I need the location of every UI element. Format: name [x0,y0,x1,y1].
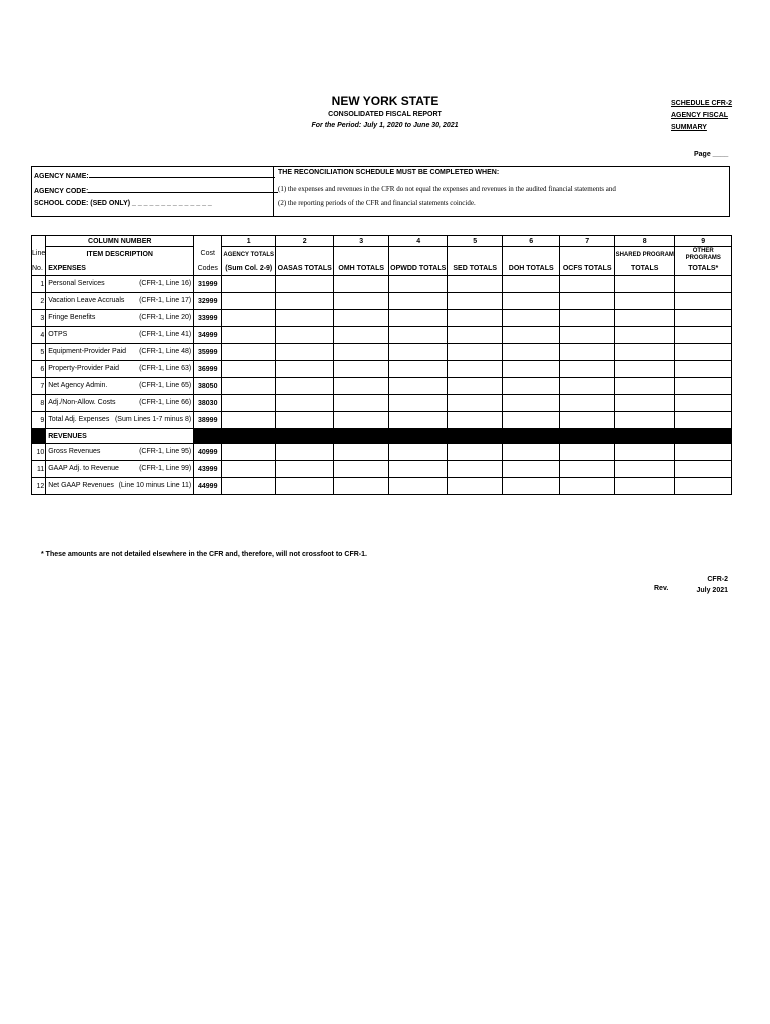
amount-cell[interactable] [615,327,675,344]
amount-cell[interactable] [389,310,448,327]
amount-cell[interactable] [334,478,389,495]
amount-cell[interactable] [334,378,389,395]
line-number: 1 [40,280,45,288]
column-header-bottom: TOTALS* [688,264,719,272]
line-number: 2 [40,297,45,305]
column-number: 5 [473,237,478,245]
cost-code: 33999 [198,314,218,322]
amount-cell[interactable] [503,378,560,395]
header-row-numbers [32,236,732,247]
amount-cell[interactable] [560,276,615,293]
column-number: 8 [642,237,647,245]
amount-cell[interactable] [503,412,560,429]
amount-cell[interactable] [448,395,503,412]
amount-cell[interactable] [560,395,615,412]
amount-cell[interactable] [675,310,732,327]
amount-cell[interactable] [389,344,448,361]
col-num-cell [560,236,615,247]
amount-cell[interactable] [222,395,276,412]
footnote: * These amounts are not detailed elsewhere in the CFR and, therefore, will not crossfoot to CFR-1. [41,551,367,558]
item-reference: (CFR-1, Line 95) [139,448,192,455]
item-reference: (CFR-1, Line 66) [139,399,192,406]
table-row [32,276,732,293]
amount-cell[interactable] [448,461,503,478]
amount-cell[interactable] [389,461,448,478]
item-description: GAAP Adj. to Revenue [48,465,119,472]
table-row [32,444,732,461]
amount-cell[interactable] [334,327,389,344]
amount-cell[interactable] [334,276,389,293]
amount-cell[interactable] [503,461,560,478]
cost-code: 38050 [198,382,218,390]
table-row [32,461,732,478]
amount-cell[interactable] [615,395,675,412]
amount-cell[interactable] [334,344,389,361]
amount-cell[interactable] [389,412,448,429]
amount-cell[interactable] [560,412,615,429]
cost-code: 38030 [198,399,218,407]
amount-cell[interactable] [448,276,503,293]
amount-cell[interactable] [560,293,615,310]
amount-cell[interactable] [615,344,675,361]
agency-code-field[interactable] [88,185,278,193]
table-row [32,412,732,429]
column-number: 7 [585,237,590,245]
amount-cell[interactable] [334,412,389,429]
column-header-bottom: OCFS TOTALS [562,264,612,272]
item-description: Vacation Leave Accruals [48,297,125,304]
cost-code: 44999 [198,482,218,490]
item-description-label: ITEM DESCRIPTION [86,250,153,258]
amount-cell[interactable] [615,444,675,461]
amount-cell[interactable] [448,478,503,495]
col-num-cell [503,236,560,247]
amount-cell[interactable] [222,327,276,344]
amount-cell[interactable] [448,293,503,310]
item-description: Property-Provider Paid [48,365,120,372]
line-number: 10 [36,448,45,456]
report-subtitle: CONSOLIDATED FISCAL REPORT [328,111,442,118]
amount-cell[interactable] [389,293,448,310]
column-number: 4 [416,237,421,245]
revision-label: Rev. [654,585,669,592]
line-number: 6 [40,365,45,373]
page-number: Page ____ [694,151,729,158]
amount-cell[interactable] [222,293,276,310]
amount-cell[interactable] [615,293,675,310]
cost-code: 32999 [198,297,218,305]
amount-cell[interactable] [448,344,503,361]
expenses-section-label: EXPENSES [48,264,86,272]
table-row [32,327,732,344]
item-reference: (CFR-1, Line 20) [139,314,192,321]
amount-cell[interactable] [276,293,334,310]
item-reference: (CFR-1, Line 63) [139,365,192,372]
no-label: No. [32,264,43,272]
amount-cell[interactable] [615,478,675,495]
column-number: 9 [701,237,706,245]
amount-cell[interactable] [448,310,503,327]
amount-cell[interactable] [389,378,448,395]
amount-cell[interactable] [615,310,675,327]
amount-cell[interactable] [675,327,732,344]
amount-cell[interactable] [334,444,389,461]
amount-cell[interactable] [615,461,675,478]
amount-cell[interactable] [675,276,732,293]
amount-cell[interactable] [675,361,732,378]
agency-code-row [34,185,278,195]
item-reference: (CFR-1, Line 65) [139,382,192,389]
amount-cell[interactable] [276,461,334,478]
agency-name-label: AGENCY NAME: [34,173,89,180]
col-num-cell [276,236,334,247]
amount-cell[interactable] [560,327,615,344]
col-num-cell [389,236,448,247]
column-header-bottom: SED TOTALS [453,264,498,272]
amount-cell[interactable] [675,444,732,461]
amount-cell[interactable] [276,444,334,461]
amount-cell[interactable] [675,395,732,412]
form-date: July 2021 [696,587,728,594]
col-num-cell [334,236,389,247]
table-row [32,395,732,412]
amount-cell[interactable] [276,327,334,344]
amount-cell[interactable] [222,361,276,378]
amount-cell[interactable] [222,310,276,327]
item-description: Personal Services [48,280,105,287]
amount-cell[interactable] [276,361,334,378]
line-number: 5 [40,348,45,356]
amount-cell[interactable] [222,412,276,429]
amount-cell[interactable] [503,310,560,327]
schedule-line-1: SCHEDULE CFR-2 [671,100,733,107]
form-id [690,574,728,596]
amount-cell[interactable] [448,412,503,429]
amount-cell[interactable] [276,344,334,361]
agency-name-field[interactable] [89,170,275,178]
item-description: Gross Revenues [48,448,101,455]
column-number-label: COLUMN NUMBER [88,237,152,245]
agency-code-label: AGENCY CODE: [34,188,89,195]
item-description: Total Adj. Expenses [48,416,110,423]
amount-cell[interactable] [276,395,334,412]
item-description: Net Agency Admin. [48,382,108,389]
amount-cell[interactable] [222,378,276,395]
amount-cell[interactable] [334,461,389,478]
amount-cell[interactable] [675,344,732,361]
column-number: 6 [529,237,534,245]
line-number: 12 [36,482,45,490]
item-reference: (CFR-1, Line 48) [139,348,192,355]
column-number: 2 [302,237,307,245]
summary-table [31,235,732,495]
amount-cell[interactable] [334,293,389,310]
table-row [32,310,732,327]
amount-cell[interactable] [222,478,276,495]
line-number: 8 [40,399,45,407]
schedule-line-3: SUMMARY [671,124,707,131]
cost-code: 35999 [198,348,218,356]
report-period: For the Period: July 1, 2020 to June 30, 2021 [311,122,459,129]
amount-cell[interactable] [615,361,675,378]
cost-code: 31999 [198,280,218,288]
amount-cell[interactable] [503,327,560,344]
amount-cell[interactable] [222,276,276,293]
column-header-top: SHARED PROGRAM [615,251,674,258]
amount-cell[interactable] [503,344,560,361]
col-num-cell [615,236,675,247]
revenues-section-label: REVENUES [48,432,87,440]
table-row [32,344,732,361]
item-description: Fringe Benefits [48,314,96,321]
table-row [32,361,732,378]
column-header-bottom: (Sum Col. 2-9) [225,264,273,272]
column-header-bottom: OMH TOTALS [338,264,385,272]
amount-cell[interactable] [389,478,448,495]
line-number: 3 [40,314,45,322]
col-num-cell [222,236,276,247]
amount-cell[interactable] [615,378,675,395]
amount-cell[interactable] [448,378,503,395]
agency-name-row [34,170,275,180]
amount-cell[interactable] [448,327,503,344]
line-number: 9 [40,416,45,424]
item-reference: (CFR-1, Line 17) [139,297,192,304]
hdr-line-cell [32,236,46,247]
item-reference: (Line 10 minus Line 11) [118,482,192,489]
form-name: CFR-2 [707,576,728,583]
schedule-label [671,98,732,134]
item-reference: (Sum Lines 1-7 minus 8) [114,416,192,423]
amount-cell[interactable] [222,344,276,361]
item-reference: (CFR-1, Line 99) [139,465,192,472]
item-description: OTPS [48,331,68,338]
cost-code: 34999 [198,331,218,339]
column-header-bottom: OPWDD TOTALS [390,264,447,272]
amount-cell[interactable] [560,344,615,361]
instruction-title: THE RECONCILIATION SCHEDULE MUST BE COMPLETED WHEN: [278,169,500,176]
codes-label: Codes [197,264,218,272]
column-header-top: AGENCY TOTALS [223,251,275,258]
amount-cell[interactable] [675,293,732,310]
header-row-bottom [32,261,732,276]
amount-cell[interactable] [448,444,503,461]
column-header-bottom: TOTALS [631,264,659,272]
amount-cell[interactable] [503,361,560,378]
line-label: Line [32,250,46,258]
amount-cell[interactable] [276,378,334,395]
amount-cell[interactable] [334,310,389,327]
cost-label: Cost [200,250,215,258]
cost-code: 40999 [198,448,218,456]
column-number: 1 [246,237,251,245]
amount-cell[interactable] [503,478,560,495]
amount-cell[interactable] [334,395,389,412]
cost-code: 36999 [198,365,218,373]
column-header-top: OTHER PROGRAMS [685,248,721,261]
amount-cell[interactable] [675,412,732,429]
item-description: Equipment-Provider Paid [48,348,127,355]
amount-cell[interactable] [503,444,560,461]
amount-cell[interactable] [560,378,615,395]
line-number: 7 [40,382,45,390]
amount-cell[interactable] [560,361,615,378]
instruction-1: (1) the expenses and revenues in the CFR do not equal the expenses and revenues in the audited financial statements and [278,185,616,193]
amount-cell[interactable] [389,395,448,412]
amount-cell[interactable] [503,395,560,412]
amount-cell[interactable] [560,310,615,327]
amount-cell[interactable] [389,361,448,378]
revenues-header-row [32,429,732,444]
col-num-cell [675,236,732,247]
amount-cell[interactable] [389,276,448,293]
amount-cell[interactable] [222,444,276,461]
school-code-label[interactable]: SCHOOL CODE: (SED ONLY) _ _ _ _ _ _ _ _ _ _ _ _ _ _ [34,200,212,207]
item-description: Net GAAP Revenues [48,482,114,489]
cost-code: 43999 [198,465,218,473]
amount-cell[interactable] [560,461,615,478]
page-title: NEW YORK STATE [331,94,439,108]
amount-cell[interactable] [276,412,334,429]
amount-cell[interactable] [276,310,334,327]
cost-code: 38999 [198,416,218,424]
table-row [32,378,732,395]
amount-cell[interactable] [389,327,448,344]
amount-cell[interactable] [276,478,334,495]
item-reference: (CFR-1, Line 16) [139,280,192,287]
schedule-line-2: AGENCY FISCAL [671,112,729,119]
line-number: 4 [40,331,45,339]
amount-cell[interactable] [560,444,615,461]
column-header-bottom: OASAS TOTALS [277,264,332,272]
amount-cell[interactable] [675,478,732,495]
item-reference: (CFR-1, Line 41) [139,331,192,338]
amount-cell[interactable] [448,361,503,378]
line-number: 11 [36,465,45,473]
column-header-bottom: DOH TOTALS [508,264,554,272]
amount-cell[interactable] [560,478,615,495]
amount-cell[interactable] [276,276,334,293]
amount-cell[interactable] [334,361,389,378]
amount-cell[interactable] [615,276,675,293]
instruction-2: (2) the reporting periods of the CFR and financial statements coincide. [278,199,476,207]
table-row [32,293,732,310]
amount-cell[interactable] [675,378,732,395]
amount-cell[interactable] [503,293,560,310]
table-row [32,478,732,495]
item-description: Adj./Non-Allow. Costs [48,399,116,406]
col-num-cell [448,236,503,247]
amount-cell[interactable] [675,461,732,478]
amount-cell[interactable] [222,461,276,478]
amount-cell[interactable] [503,276,560,293]
column-number: 3 [359,237,364,245]
amount-cell[interactable] [615,412,675,429]
amount-cell[interactable] [389,444,448,461]
header-row-top [32,247,732,262]
